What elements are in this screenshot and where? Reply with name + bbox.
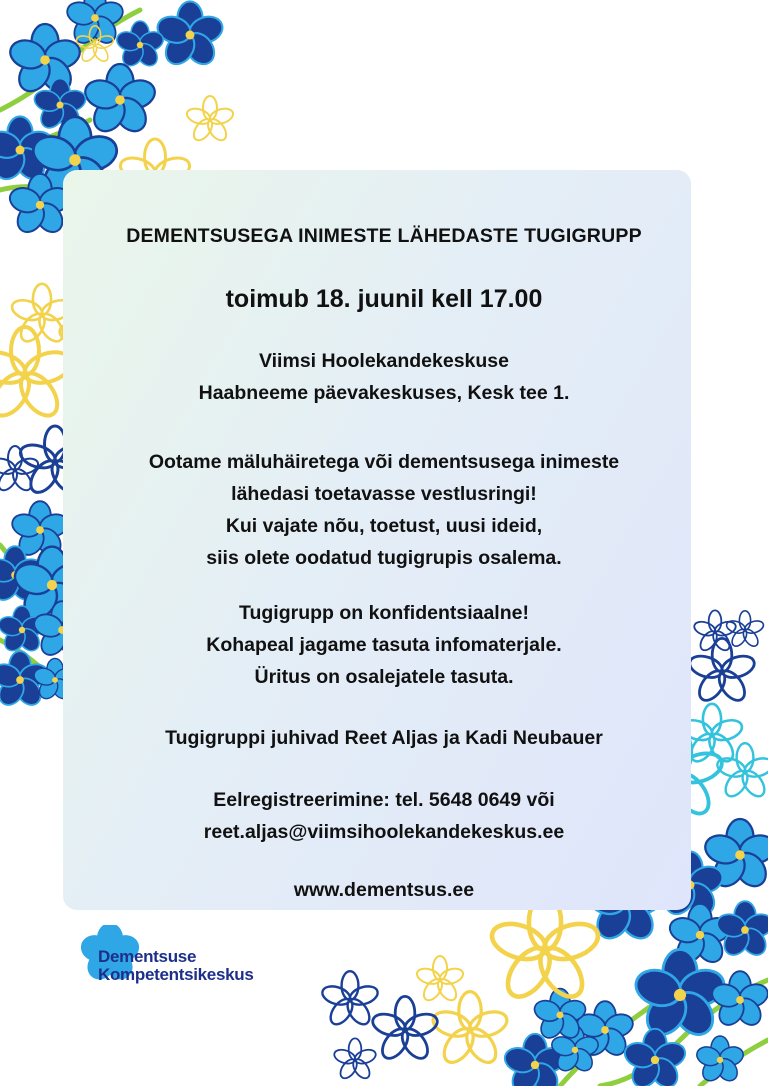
leaders-text: Tugigruppi juhivad Reet Aljas ja Kadi Neubauer	[165, 727, 603, 749]
registration-phone: Eelregistreerimine: tel. 5648 0649 või	[213, 789, 555, 811]
website-link[interactable]: www.dementsus.ee	[293, 879, 475, 901]
registration-email[interactable]: reet.aljas@viimsihoolekandekeskus.ee	[203, 821, 565, 843]
leaders-line	[0, 722, 768, 754]
info-line: Tugigrupp on konfidentsiaalne!	[239, 602, 529, 624]
logo-line-2: Kompetentsikeskus	[98, 965, 254, 984]
invitation-block	[0, 446, 768, 574]
info-line: Üritus on osalejatele tasuta.	[254, 666, 514, 688]
logo-line-1: Dementsuse	[98, 947, 197, 966]
invitation-line: Kui vajate nõu, toetust, uusi ideid,	[225, 515, 543, 537]
logo-text	[98, 948, 254, 984]
website-line	[0, 874, 768, 906]
invitation-line: Ootame mäluhäiretega või dementsusega inimeste	[148, 451, 620, 473]
info-block	[0, 597, 768, 693]
invitation-line: siis olete oodatud tugigrupis osalema.	[206, 547, 562, 569]
info-line: Kohapeal jagame tasuta infomaterjale.	[206, 634, 562, 656]
event-date: toimub 18. juunil kell 17.00	[225, 285, 543, 313]
location-block	[0, 345, 768, 409]
invitation-line: lähedasi toetavasse vestlusringi!	[231, 483, 537, 505]
registration-block	[0, 784, 768, 848]
location-line: Viimsi Hoolekandekeskuse	[258, 350, 509, 372]
poster-title: DEMENTSUSEGA INIMESTE LÄHEDASTE TUGIGRUPP	[126, 225, 642, 247]
location-line: Haabneeme päevakeskuses, Kesk tee 1.	[198, 382, 570, 404]
